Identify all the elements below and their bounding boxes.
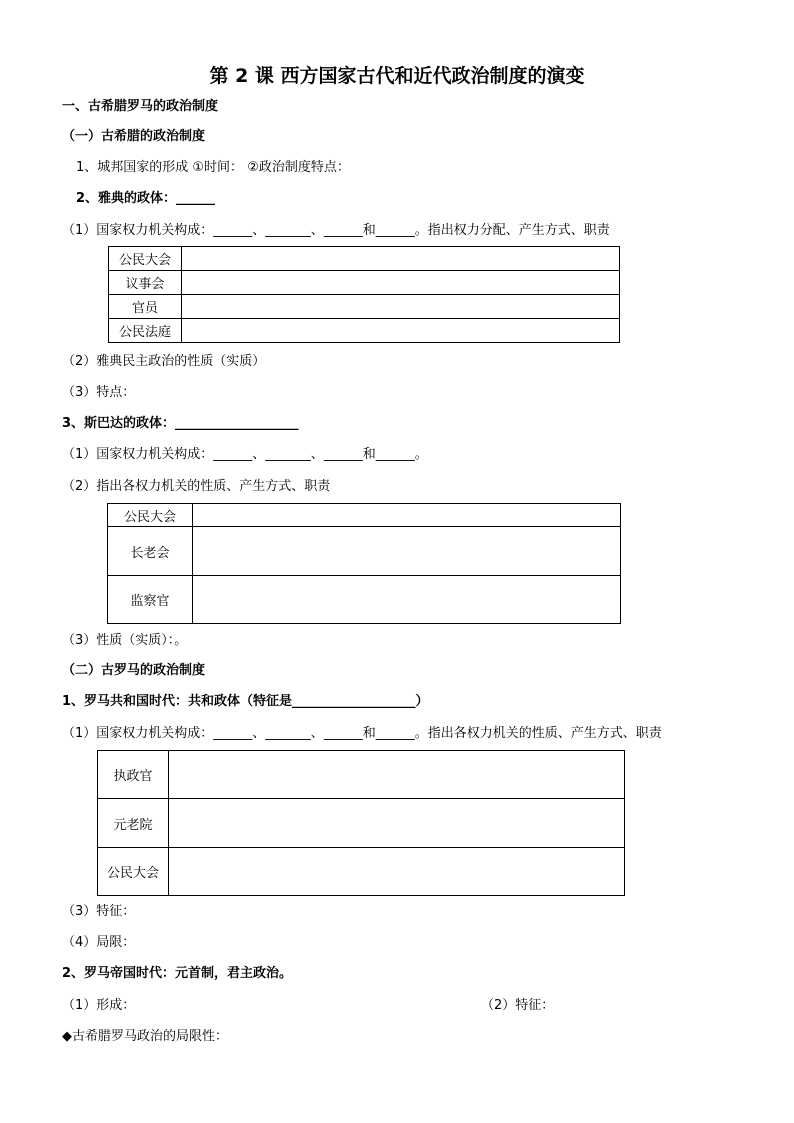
athens-table-label: 公民法庭 xyxy=(109,319,182,343)
greece-item-1: 1、城邦国家的形成 ①时间： ②政治制度特点： xyxy=(76,160,350,175)
athens-table-cell xyxy=(182,319,620,343)
empire-question-2: （2）特征： xyxy=(481,998,555,1013)
athens-table-cell xyxy=(182,295,620,319)
republic-table-cell xyxy=(169,751,625,799)
athens-table-cell xyxy=(182,247,620,271)
section-heading-1: 一、古希腊罗马的政治制度 xyxy=(62,99,219,114)
republic-table-cell xyxy=(169,799,625,848)
athens-question-3: （3）特点： xyxy=(62,385,136,400)
greece-item-3: 3、斯巴达的政体：___________________ xyxy=(62,416,299,431)
empire-question-1: （1）形成： xyxy=(62,998,136,1013)
greece-item-2: 2、雅典的政体：______ xyxy=(76,191,216,206)
athens-question-2: （2）雅典民主政治的性质（实质） xyxy=(62,354,266,369)
sparta-table-cell xyxy=(193,576,621,624)
athens-table-label: 议事会 xyxy=(109,271,182,295)
sparta-question-1: （1）国家权力机关构成：______、_______、______和______。 xyxy=(62,447,428,462)
athens-table xyxy=(108,246,620,343)
sparta-question-3: （3）性质（实质）：。 xyxy=(62,633,188,648)
subsection-heading-rome: （二）古罗马的政治制度 xyxy=(62,663,206,678)
sparta-table-cell xyxy=(193,504,621,527)
republic-question-4: （4）局限： xyxy=(62,935,136,950)
republic-table-label: 元老院 xyxy=(98,799,169,848)
rome-item-2: 2、罗马帝国时代：元首制，君主政治。 xyxy=(62,966,293,981)
rome-item-1: 1、罗马共和国时代：共和政体（特征是___________________） xyxy=(62,694,429,709)
subsection-heading-greece: （一）古希腊的政治制度 xyxy=(62,129,206,144)
limitations-note: ◆古希腊罗马政治的局限性： xyxy=(62,1029,228,1044)
sparta-table-label: 长老会 xyxy=(108,527,193,576)
republic-table-label: 公民大会 xyxy=(98,848,169,896)
athens-table-label: 官员 xyxy=(109,295,182,319)
athens-table-label: 公民大会 xyxy=(109,247,182,271)
page-title: 第 2 课 西方国家古代和近代政治制度的演变 xyxy=(209,65,585,87)
sparta-table-cell xyxy=(193,527,621,576)
athens-table-cell xyxy=(182,271,620,295)
sparta-table-label: 公民大会 xyxy=(108,504,193,527)
republic-table-cell xyxy=(169,848,625,896)
republic-table-label: 执政官 xyxy=(98,751,169,799)
republic-table xyxy=(97,750,625,896)
sparta-question-2: （2）指出各权力机关的性质、产生方式、职责 xyxy=(62,479,331,494)
athens-question-1: （1）国家权力机关构成：______、_______、______和______。指出权力分配、产生方式、职责 xyxy=(62,223,610,238)
sparta-table-label: 监察官 xyxy=(108,576,193,624)
republic-question-1: （1）国家权力机关构成：______、_______、______和______。指出各权力机关的性质、产生方式、职责 xyxy=(62,726,662,741)
sparta-table xyxy=(107,503,621,624)
republic-question-3: （3）特征： xyxy=(62,904,136,919)
